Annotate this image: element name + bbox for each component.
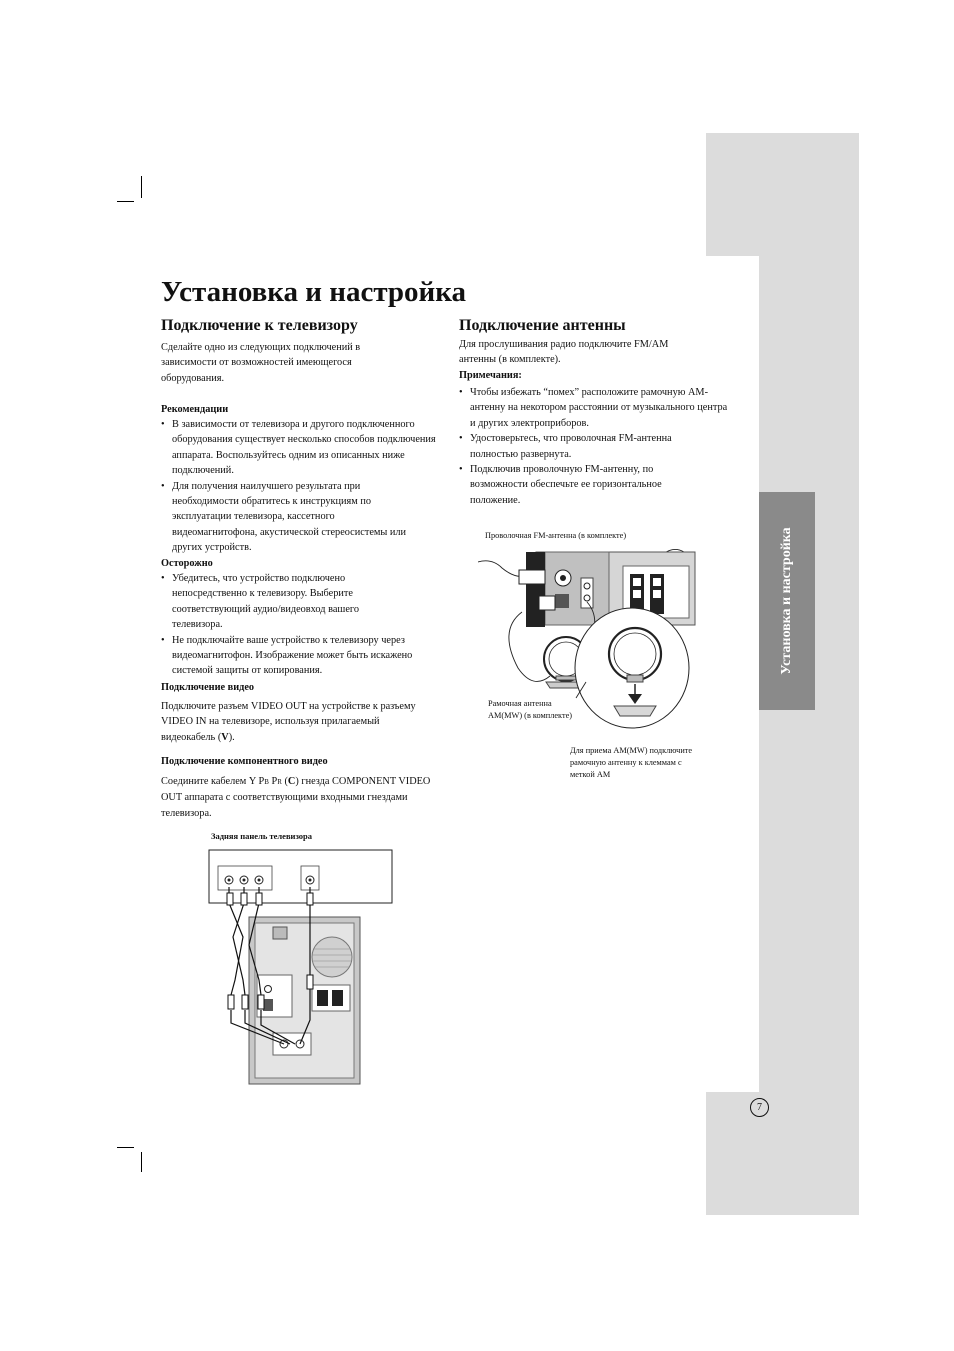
list-item: • Для получения наилучшего результата при необходимости обратитесь к инструкциям по эксплуатации телевизора, кассетного видеомагнитофона, акустической стереосистемы или других устройств.	[161, 479, 412, 556]
list-item: • В зависимости от телевизора и другого подключенного оборудования существует несколько способов подключения аппарата. Воспользуйтесь одним из описанных ниже подключений.	[161, 417, 443, 479]
tv-diagram-caption: Задняя панель телевизора	[211, 831, 313, 841]
fm-antenna-label: Проволочная FM-антенна (в комплекте)	[485, 531, 627, 540]
side-tab-label: Установка и настройка	[779, 527, 794, 675]
video-connection-heading: Подключение видео	[161, 682, 255, 693]
notes-list	[459, 385, 729, 508]
caution-list	[161, 571, 441, 679]
crop-mark	[141, 176, 142, 198]
crop-mark	[117, 1147, 134, 1148]
page-number: 7	[750, 1098, 769, 1117]
recommendations-list	[161, 417, 443, 556]
list-item: • Подключив проволочную FM-антенну, по возможности обеспечьте ее горизонтальное положение.	[459, 462, 705, 508]
section-side-tab[interactable]	[759, 492, 815, 710]
antenna-intro: Для прослушивания радио подключите FM/AM антенны (в комплекте).	[459, 339, 669, 366]
tv-connection-diagram	[205, 845, 400, 1087]
crop-mark	[141, 1152, 142, 1172]
notes-heading: Примечания:	[459, 370, 522, 381]
tv-connection-heading: Подключение к телевизору	[161, 317, 358, 334]
video-connection-text: Подключите разъем VIDEO OUT на устройстве к разъему VIDEO IN на телевизоре, используя прилагаемый видеокабель (V).	[161, 701, 416, 743]
list-item: • Убедитесь, что устройство подключено непосредственно к телевизору. Выберите соответствующий аудио/видеовход вашего телевизора.	[161, 571, 397, 633]
list-item: • Удостоверьтесь, что проволочная FM-антенна полностью развернута.	[459, 431, 710, 462]
list-item: • Не подключайте ваше устройство к телевизору через видеомагнитофон. Изображение может быть искажено системой защиты от копирования.	[161, 633, 441, 679]
component-video-text: Соедините кабелем Y PB PR (C) гнезда COMPONENT VIDEO OUT аппарата с соответствующими входными гнездами телевизора.	[161, 776, 431, 819]
list-item: • Чтобы избежать “помех” расположите рамочную AM-антенну на некотором расстоянии от музыкального центра и других электроприборов.	[459, 385, 729, 431]
sidebar-bottom-band	[706, 1092, 859, 1215]
page-title: Установка и настройка	[161, 276, 467, 308]
sidebar-top-band	[706, 133, 859, 256]
antenna-connection-heading: Подключение антенны	[459, 317, 626, 334]
caution-heading: Осторожно	[161, 558, 213, 569]
recommendations-heading: Рекомендации	[161, 404, 229, 415]
component-video-heading: Подключение компонентного видео	[161, 756, 328, 767]
crop-mark	[117, 201, 134, 202]
am-antenna-label: Рамочная антенна AM(MW) (в комплекте)	[488, 699, 573, 720]
am-antenna-note: Для приема AM(MW) подключите рамочную антенну к клеммам с меткой AM	[570, 746, 693, 779]
tv-intro: Сделайте одно из следующих подключений в зависимости от возможностей имеющегося оборудования.	[161, 342, 361, 384]
